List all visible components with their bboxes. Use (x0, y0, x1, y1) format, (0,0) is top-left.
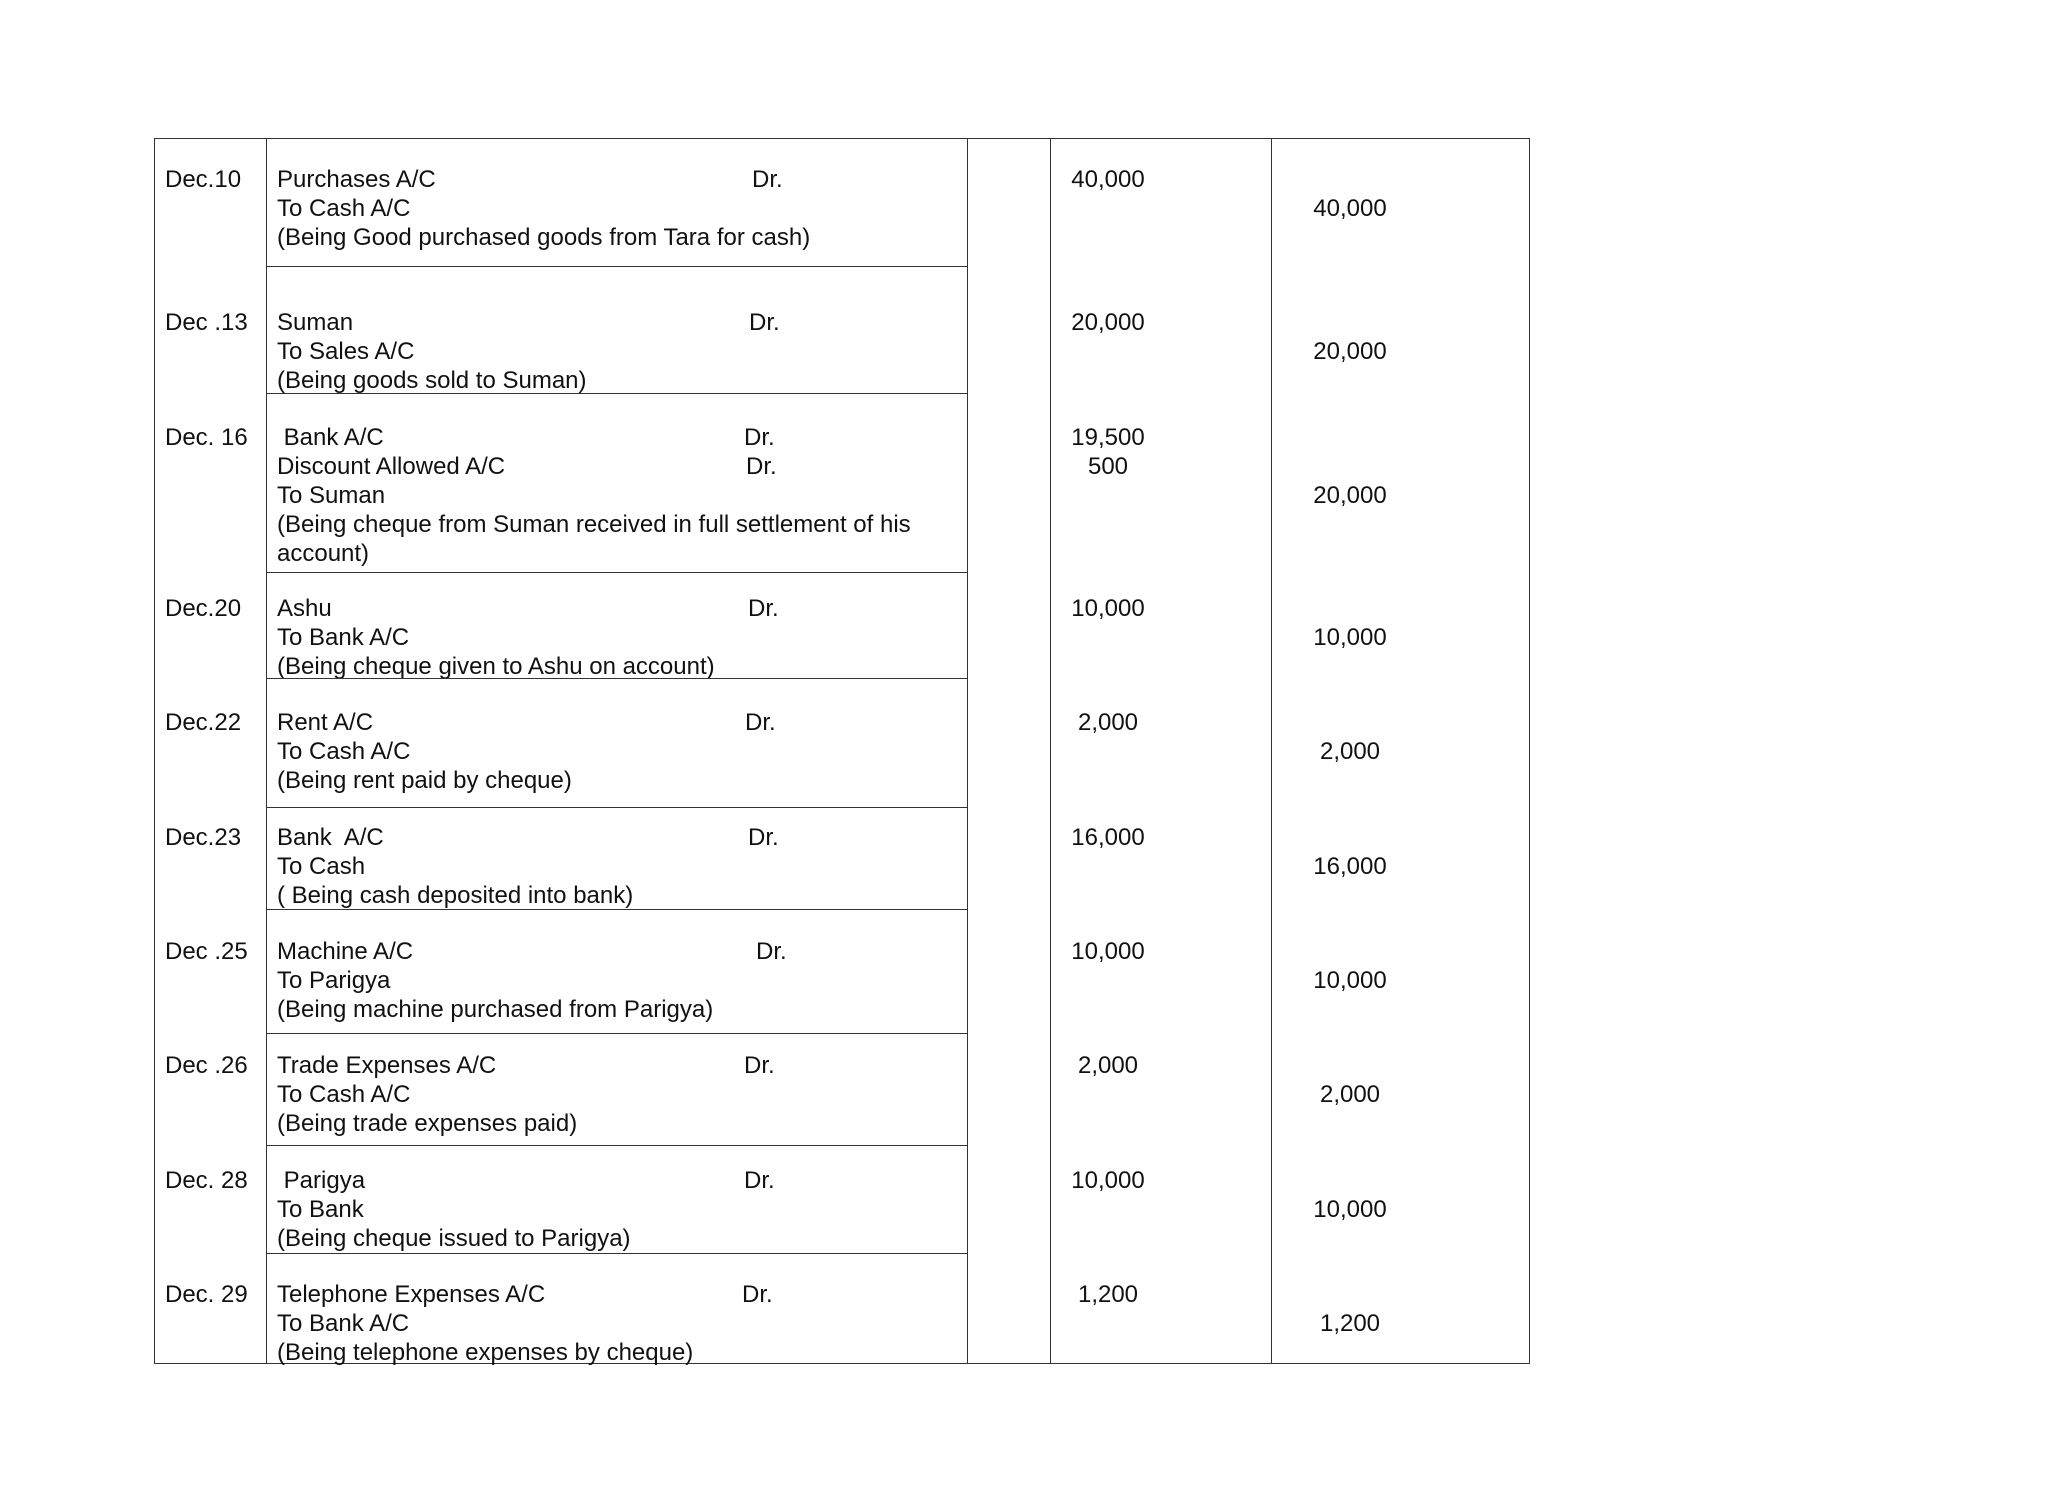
account-line: To Cash A/C (277, 195, 411, 222)
entry-date: Dec.10 (165, 166, 242, 193)
debit-amount: 40,000 (1071, 166, 1145, 193)
debit-account-line: Suman Dr. (277, 309, 780, 336)
entry-particulars (277, 1166, 967, 1253)
entry-date: Dec.20 (165, 595, 242, 622)
entry-separator (266, 1033, 968, 1034)
entry-separator (266, 909, 968, 910)
column-divider-date (266, 139, 267, 1363)
debit-amount: 16,000 (1071, 824, 1145, 851)
debit-amount: 2,000 (1077, 709, 1139, 736)
entry-separator (266, 1145, 968, 1146)
entry-separator (266, 807, 968, 808)
debit-account-line: Bank A/C Dr. (277, 824, 779, 851)
narration-line: (Being trade expenses paid) (277, 1110, 578, 1137)
debit-account-line: Bank A/C Dr. (277, 424, 775, 451)
narration-line: (Being telephone expenses by cheque) (277, 1339, 694, 1366)
entry-separator (266, 1253, 968, 1254)
account-line: To Cash A/C (277, 1081, 411, 1108)
credit-amount: 40,000 (1313, 195, 1387, 222)
narration-line: (Being goods sold to Suman) (277, 367, 587, 394)
narration-line: (Being machine purchased from Parigya) (277, 996, 714, 1023)
dr-marker: Dr. (745, 709, 776, 736)
debit-amount: 10,000 (1071, 938, 1145, 965)
dr-marker: Dr. (744, 1052, 775, 1079)
credit-amount: 2,000 (1319, 1081, 1381, 1108)
account-line: To Bank A/C (277, 1310, 410, 1337)
entry-date: Dec .25 (165, 938, 248, 965)
account-line: To Sales A/C (277, 338, 415, 365)
debit-account-line: Parigya Dr. (277, 1167, 775, 1194)
credit-amount: 2,000 (1319, 738, 1381, 765)
column-divider-debit (1271, 139, 1272, 1363)
entry-particulars (277, 823, 967, 910)
debit-account-line: Purchases A/C Dr. (277, 166, 783, 193)
narration-line: (Being cheque given to Ashu on account) (277, 653, 715, 680)
debit-amount: 10,000 (1071, 595, 1145, 622)
entry-particulars (277, 708, 967, 795)
account-line: To Bank (277, 1196, 364, 1223)
narration-line: (Being cheque from Suman received in full settlement of his account) (277, 511, 911, 567)
entry-date: Dec. 29 (165, 1281, 248, 1308)
narration-line: (Being cheque issued to Parigya) (277, 1225, 631, 1252)
credit-amount: 10,000 (1313, 967, 1387, 994)
debit-amount: 1,200 (1077, 1281, 1139, 1308)
dr-marker: Dr. (744, 1167, 775, 1194)
dr-marker: Dr. (749, 309, 780, 336)
entry-separator (266, 678, 968, 679)
dr-marker: Dr. (748, 824, 779, 851)
entry-date: Dec. 16 (165, 424, 248, 451)
debit-account-line: Machine A/C Dr. (277, 938, 787, 965)
account-line: To Cash A/C (277, 738, 411, 765)
credit-amount: 20,000 (1313, 482, 1387, 509)
entry-particulars (277, 423, 967, 568)
entry-date: Dec .26 (165, 1052, 248, 1079)
dr-marker: Dr. (746, 453, 777, 480)
debit-amount: 2,000 (1077, 1052, 1139, 1079)
entry-date: Dec.22 (165, 709, 242, 736)
credit-amount: 10,000 (1313, 1196, 1387, 1223)
entry-separator (266, 266, 968, 267)
column-divider-particulars (967, 139, 968, 1363)
entry-separator (266, 393, 968, 394)
entry-particulars (277, 165, 967, 252)
credit-amount: 1,200 (1319, 1310, 1381, 1337)
account-line: To Bank A/C (277, 624, 410, 651)
narration-line: (Being Good purchased goods from Tara for cash) (277, 224, 811, 251)
entry-particulars (277, 937, 967, 1024)
debit-account-line: Telephone Expenses A/C Dr. (277, 1281, 773, 1308)
entry-particulars (277, 1051, 967, 1138)
entry-particulars (277, 594, 967, 681)
entry-separator (266, 572, 968, 573)
account-line: To Suman (277, 482, 386, 509)
dr-marker: Dr. (742, 1281, 773, 1308)
dr-marker: Dr. (752, 166, 783, 193)
credit-amount: 16,000 (1313, 853, 1387, 880)
entry-particulars (277, 308, 967, 395)
entry-particulars (277, 1280, 967, 1367)
narration-line: ( Being cash deposited into bank) (277, 882, 634, 909)
entry-date: Dec. 28 (165, 1167, 248, 1194)
dr-marker: Dr. (748, 595, 779, 622)
debit-account-line: Rent A/C Dr. (277, 709, 776, 736)
account-line: To Cash (277, 853, 366, 880)
dr-marker: Dr. (756, 938, 787, 965)
entry-date: Dec.23 (165, 824, 242, 851)
debit-amount: 10,000 (1071, 1167, 1145, 1194)
debit-amount: 19,500 (1071, 424, 1145, 451)
narration-line: (Being rent paid by cheque) (277, 767, 572, 794)
debit-amount: 20,000 (1071, 309, 1145, 336)
debit-amount: 500 (1087, 453, 1129, 480)
account-line: To Parigya (277, 967, 391, 994)
journal-table (154, 138, 1530, 1364)
credit-amount: 20,000 (1313, 338, 1387, 365)
credit-amount: 10,000 (1313, 624, 1387, 651)
debit-account-line: Ashu Dr. (277, 595, 779, 622)
account-line: Discount Allowed A/C Dr. (277, 453, 777, 480)
dr-marker: Dr. (744, 424, 775, 451)
debit-account-line: Trade Expenses A/C Dr. (277, 1052, 775, 1079)
entry-date: Dec .13 (165, 309, 248, 336)
